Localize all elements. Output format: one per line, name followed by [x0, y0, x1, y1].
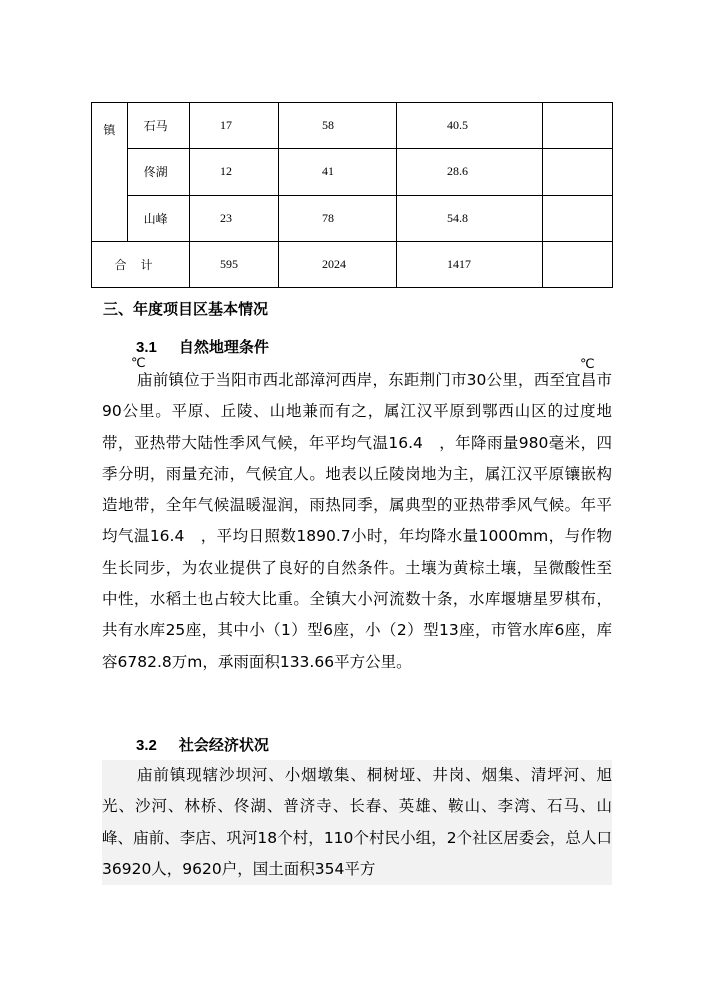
village-stats-table: [91, 102, 613, 288]
cell-value: 12: [189, 149, 278, 195]
total-label: 合计: [92, 241, 190, 287]
paragraph-natural-geography: [102, 365, 612, 678]
cell-value: 54.8: [396, 195, 542, 241]
town-label: 镇: [92, 103, 128, 242]
degree-mark: ℃: [580, 357, 595, 372]
cell-value: [542, 103, 612, 149]
total-value: 1417: [396, 241, 542, 287]
subsection-number: 3.1: [136, 339, 157, 356]
cell-value: 23: [189, 195, 278, 241]
paragraph-socioeconomic: [102, 760, 612, 885]
table-row: [92, 149, 613, 195]
village-name: 佟湖: [127, 149, 189, 195]
subsection-number: 3.2: [136, 737, 157, 754]
subsection-title: 自然地理条件: [178, 338, 269, 356]
village-name: 石马: [127, 103, 189, 149]
paragraph-text: 庙前镇位于当阳市西北部漳河西岸，东距荆门市30公里，西至宜昌市90公里。平原、丘陵、山地兼而有之，属江汉平原到鄂西山区的过度地带，亚热带大陆性季风气候，年平均气温16.4 ，年降雨量980毫米，四季分明，雨量充沛，气候宜人。地表以丘陵岗地为主，属江汉平原镶嵌构造地带，全年气候温暖湿润，雨热同季，属典型的亚热带季风气候。年平均气温16.4 ，平均日照数1890.7小时，年均降水量1000mm，与作物生长同步，为农业提供了良好的自然条件。土壤为黄棕土壤，呈微酸性至中性，水稻土也占较大比重。全镇大小河流数十条，水库堰塘星罗棋布，共有水库25座，其中小（1）型6座，小（2）型13座，市管水库6座，库容6782.8万m，承雨面积133.66平方公里。: [102, 371, 612, 671]
cell-value: 28.6: [396, 149, 542, 195]
total-value: 595: [189, 241, 278, 287]
total-value: 2024: [278, 241, 396, 287]
cell-value: 17: [189, 103, 278, 149]
total-value: [542, 241, 612, 287]
degree-mark: ℃: [131, 356, 146, 371]
village-name: 山峰: [127, 195, 189, 241]
cell-value: 58: [278, 103, 396, 149]
table-row: [92, 103, 613, 149]
table-total-row: [92, 241, 613, 287]
paragraph-text: 庙前镇现辖沙坝河、小烟墩集、桐树垭、井岗、烟集、清坪河、旭光、沙河、林桥、佟湖、普济寺、长春、英雄、鞍山、李湾、石马、山峰、庙前、李店、巩河18个村，110个村民小组，2个社区居委会，总人口36920人，9620户，国土面积354平方: [102, 766, 612, 878]
subsection-heading-3-2: [136, 734, 269, 755]
table-row: [92, 195, 613, 241]
cell-value: 40.5: [396, 103, 542, 149]
cell-value: [542, 149, 612, 195]
cell-value: [542, 195, 612, 241]
subsection-heading-3-1: [136, 336, 269, 357]
section-heading: 三、年度项目区基本情况: [103, 300, 269, 318]
cell-value: 41: [278, 149, 396, 195]
subsection-title: 社会经济状况: [178, 736, 269, 754]
cell-value: 78: [278, 195, 396, 241]
